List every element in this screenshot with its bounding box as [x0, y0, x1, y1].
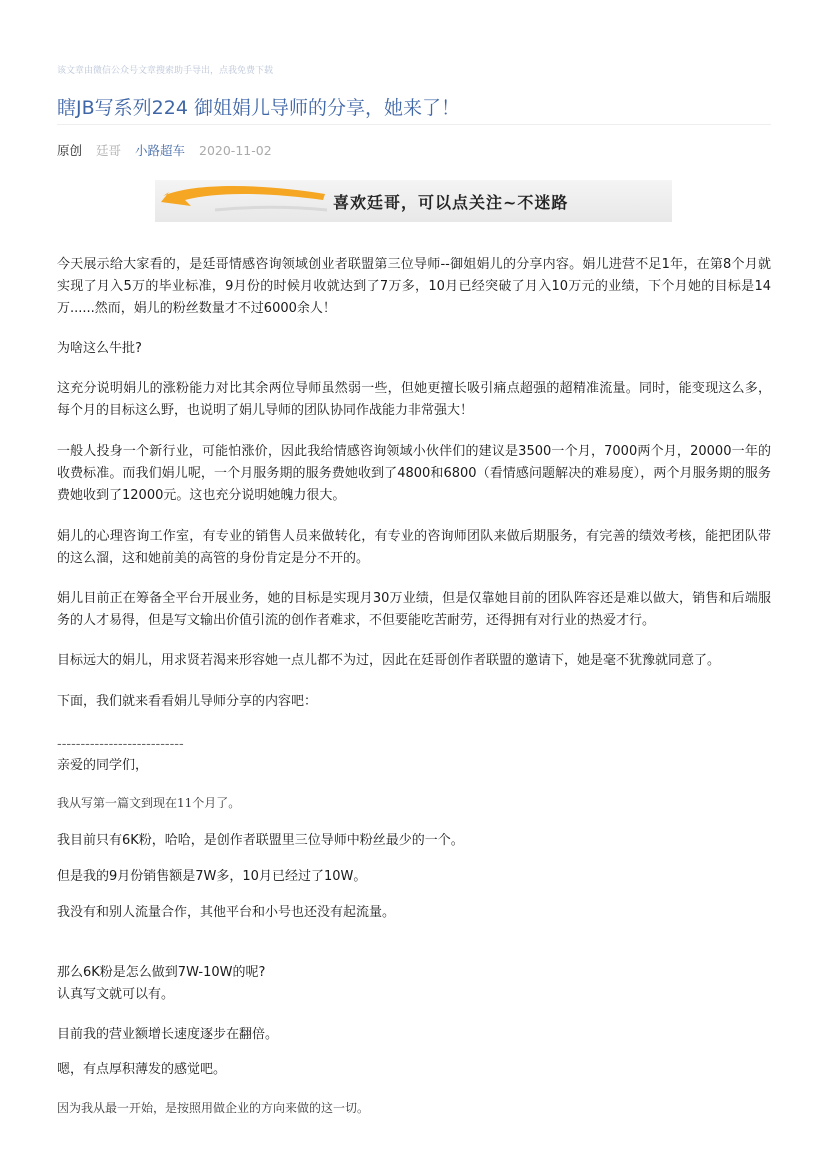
account-link[interactable]: 小路超车 — [135, 143, 186, 158]
export-note-link[interactable]: 该文章由微信公众号文章搜索助手导出，点我免费下载 — [57, 66, 274, 76]
share-line-6: 认真写文就可以有。 — [57, 987, 175, 1002]
paragraph-transition: 下面，我们就来看看娟儿导师分享的内容吧： — [57, 694, 318, 709]
original-tag: 原创 — [57, 143, 83, 158]
banner-text: 喜欢廷哥，可以点关注~不迷路 — [333, 193, 569, 212]
share-line-5: 那么6K粉是怎么做到7W-10W的呢? — [57, 965, 266, 980]
share-line-3: 但是我的9月份销售额是7W多，10月已经过了10W。 — [57, 869, 367, 884]
share-line-4: 我没有和别人流量合作，其他平台和小号也还没有起流量。 — [57, 905, 396, 920]
section-divider: --------------------------- — [57, 737, 184, 752]
author-name: 廷哥 — [96, 143, 122, 158]
arrow-icon — [155, 180, 335, 222]
share-line-2: 我目前只有6K粉，哈哈，是创作者联盟里三位导师中粉丝最少的一个。 — [57, 833, 464, 848]
paragraph-intro: 今天展示给大家看的，是廷哥情感咨询领域创业者联盟第三位导师--御姐娟儿的分享内容。娟儿进营不足1年，在第8个月就实现了月入5万的毕业标准，9月份的时候月收就达到了7万多，10月已经突破了月入10万元的业绩，下个月她的目标是14万......然而，娟儿的粉丝数量才不过6000余人！ — [57, 257, 771, 316]
paragraph-plans: 娟儿目前正在筹备全平台开展业务，她的目标是实现月30万业绩，但是仅靠她目前的团队阵容还是难以做大，销售和后端服务的人才易得，但是写文输出价值引流的创作者难求，不但要能吃苦耐劳，还得拥有对行业的热爱才行。 — [57, 591, 771, 628]
follow-banner — [155, 180, 672, 222]
share-line-1: 我从写第一篇文到现在11个月了。 — [57, 796, 241, 810]
share-line-7: 目前我的营业额增长速度逐步在翻倍。 — [57, 1027, 279, 1042]
paragraph-studio: 娟儿的心理咨询工作室，有专业的销售人员来做转化，有专业的咨询师团队来做后期服务，有完善的绩效考核，能把团队带的这么溜，这和她前美的高管的身份肯定是分不开的。 — [57, 529, 771, 566]
paragraph-invitation: 目标远大的娟儿，用求贤若渴来形容她一点儿都不为过，因此在廷哥创作者联盟的邀请下，她是毫不犹豫就同意了。 — [57, 653, 721, 668]
article-title: 瞎JB写系列224 御姐娟儿导师的分享，她来了！ — [57, 97, 460, 119]
paragraph-pricing: 一般人投身一个新行业，可能怕涨价，因此我给情感咨询领域小伙伴们的建议是3500一个月，7000两个月，20000一年的收费标准。而我们娟儿呢，一个月服务期的服务费她收到了4800和6800（看情感问题解决的难易度），两个月服务期的服务费她收到了12000元。这也充分说明她魄力很大。 — [57, 444, 771, 503]
arrow-shape — [161, 186, 325, 206]
publish-date: 2020-11-02 — [199, 143, 272, 158]
arrow-shadow — [215, 207, 327, 210]
paragraph-question: 为啥这么牛批? — [57, 341, 142, 356]
share-line-8: 嗯，有点厚积薄发的感觉吧。 — [57, 1062, 227, 1077]
title-divider — [57, 124, 771, 125]
share-line-9: 因为我从最一开始，是按照用做企业的方向来做的这一切。 — [57, 1101, 370, 1115]
paragraph-analysis: 这充分说明娟儿的涨粉能力对比其余两位导师虽然弱一些，但她更擅长吸引痛点超强的超精准流量。同时，能变现这么多，每个月的目标这么野，也说明了娟儿导师的团队协同作战能力非常强大！ — [57, 381, 771, 418]
share-greeting: 亲爱的同学们， — [57, 758, 149, 773]
article-meta — [57, 141, 282, 159]
